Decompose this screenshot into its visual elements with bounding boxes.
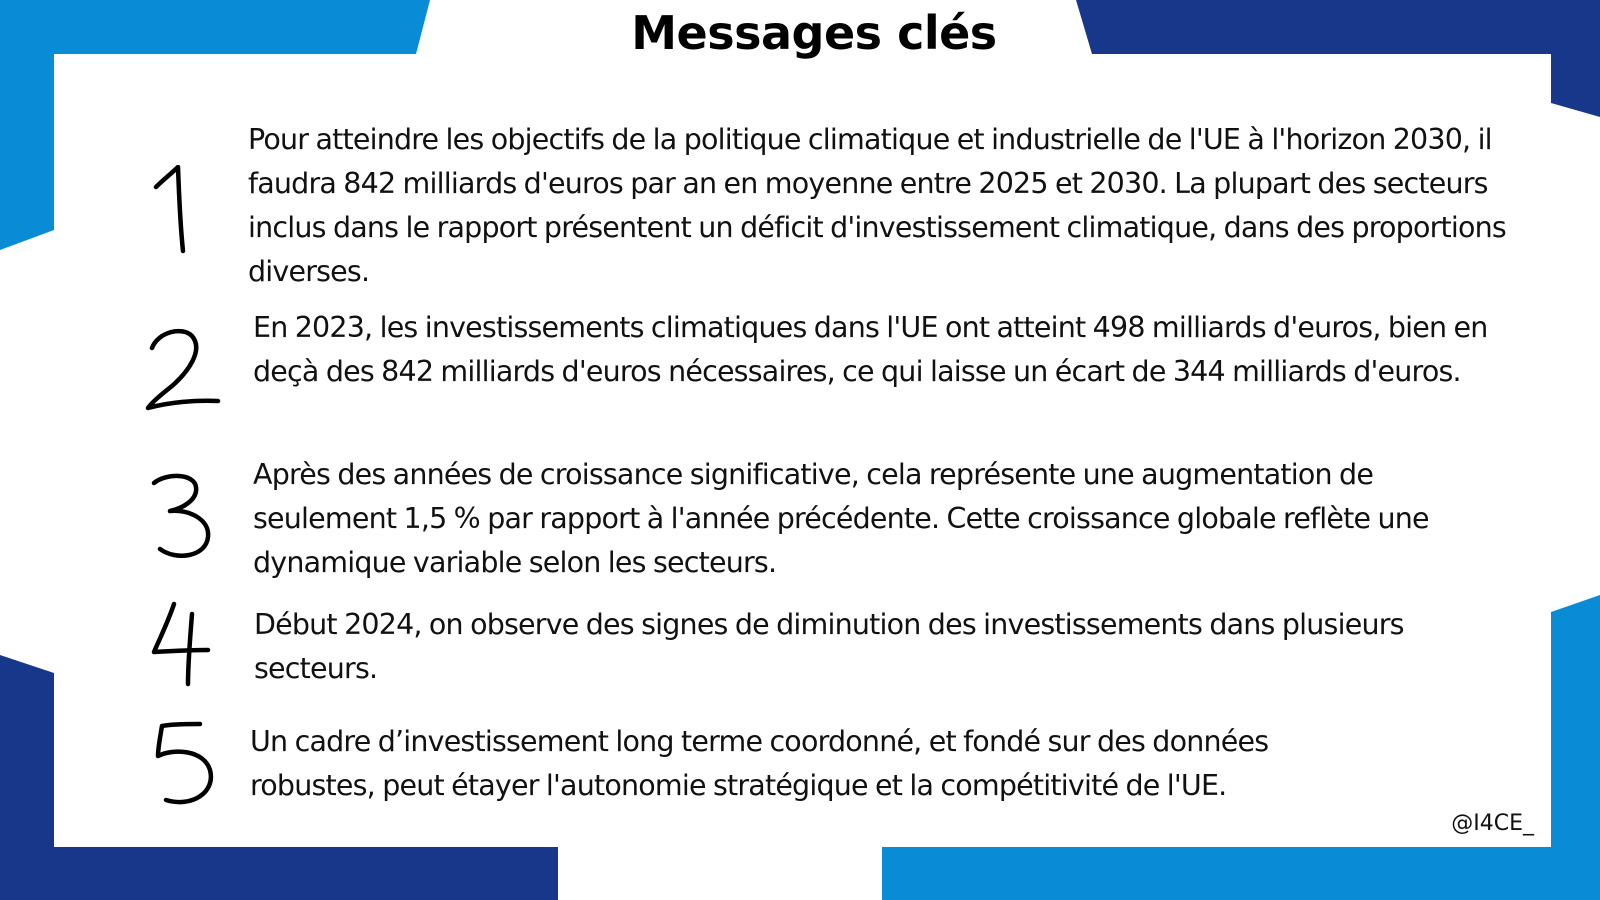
number-3-icon	[148, 473, 218, 563]
message-5-text: Un cadre d’investissement long terme coordonné, et fondé sur des données robustes, peut étayer l'autonomie stratégique et la compétitivité de l'UE.	[250, 725, 1269, 802]
number-5-icon	[152, 720, 222, 810]
number-4-icon	[150, 600, 214, 690]
twitter-handle: @I4CE_	[1451, 811, 1534, 836]
page-title: Messages clés	[631, 6, 997, 60]
message-3-text: Après des années de croissance significative, cela représente une augmentation de seulement 1,5 % par rapport à l'année précédente. Cette croissance globale reflète une dynamique variable selon les secteurs.	[253, 458, 1429, 579]
number-1-icon	[150, 165, 200, 255]
message-4-text: Début 2024, on observe des signes de diminution des investissements dans plusieurs secteurs.	[254, 608, 1404, 685]
message-1-text: Pour atteindre les objectifs de la politique climatique et industrielle de l'UE à l'horizon 2030, il faudra 842 milliards d'euros par an en moyenne entre 2025 et 2030. La plupart des secteurs inclus dans le rapport présentent un déficit d'investissement climatique, dans des proportions diverses.	[248, 123, 1506, 288]
number-2-icon	[144, 326, 224, 416]
message-2-text: En 2023, les investissements climatiques dans l'UE ont atteint 498 milliards d'euros, bien en deçà des 842 milliards d'euros nécessaires, ce qui laisse un écart de 344 milliards d'euros.	[253, 311, 1488, 388]
